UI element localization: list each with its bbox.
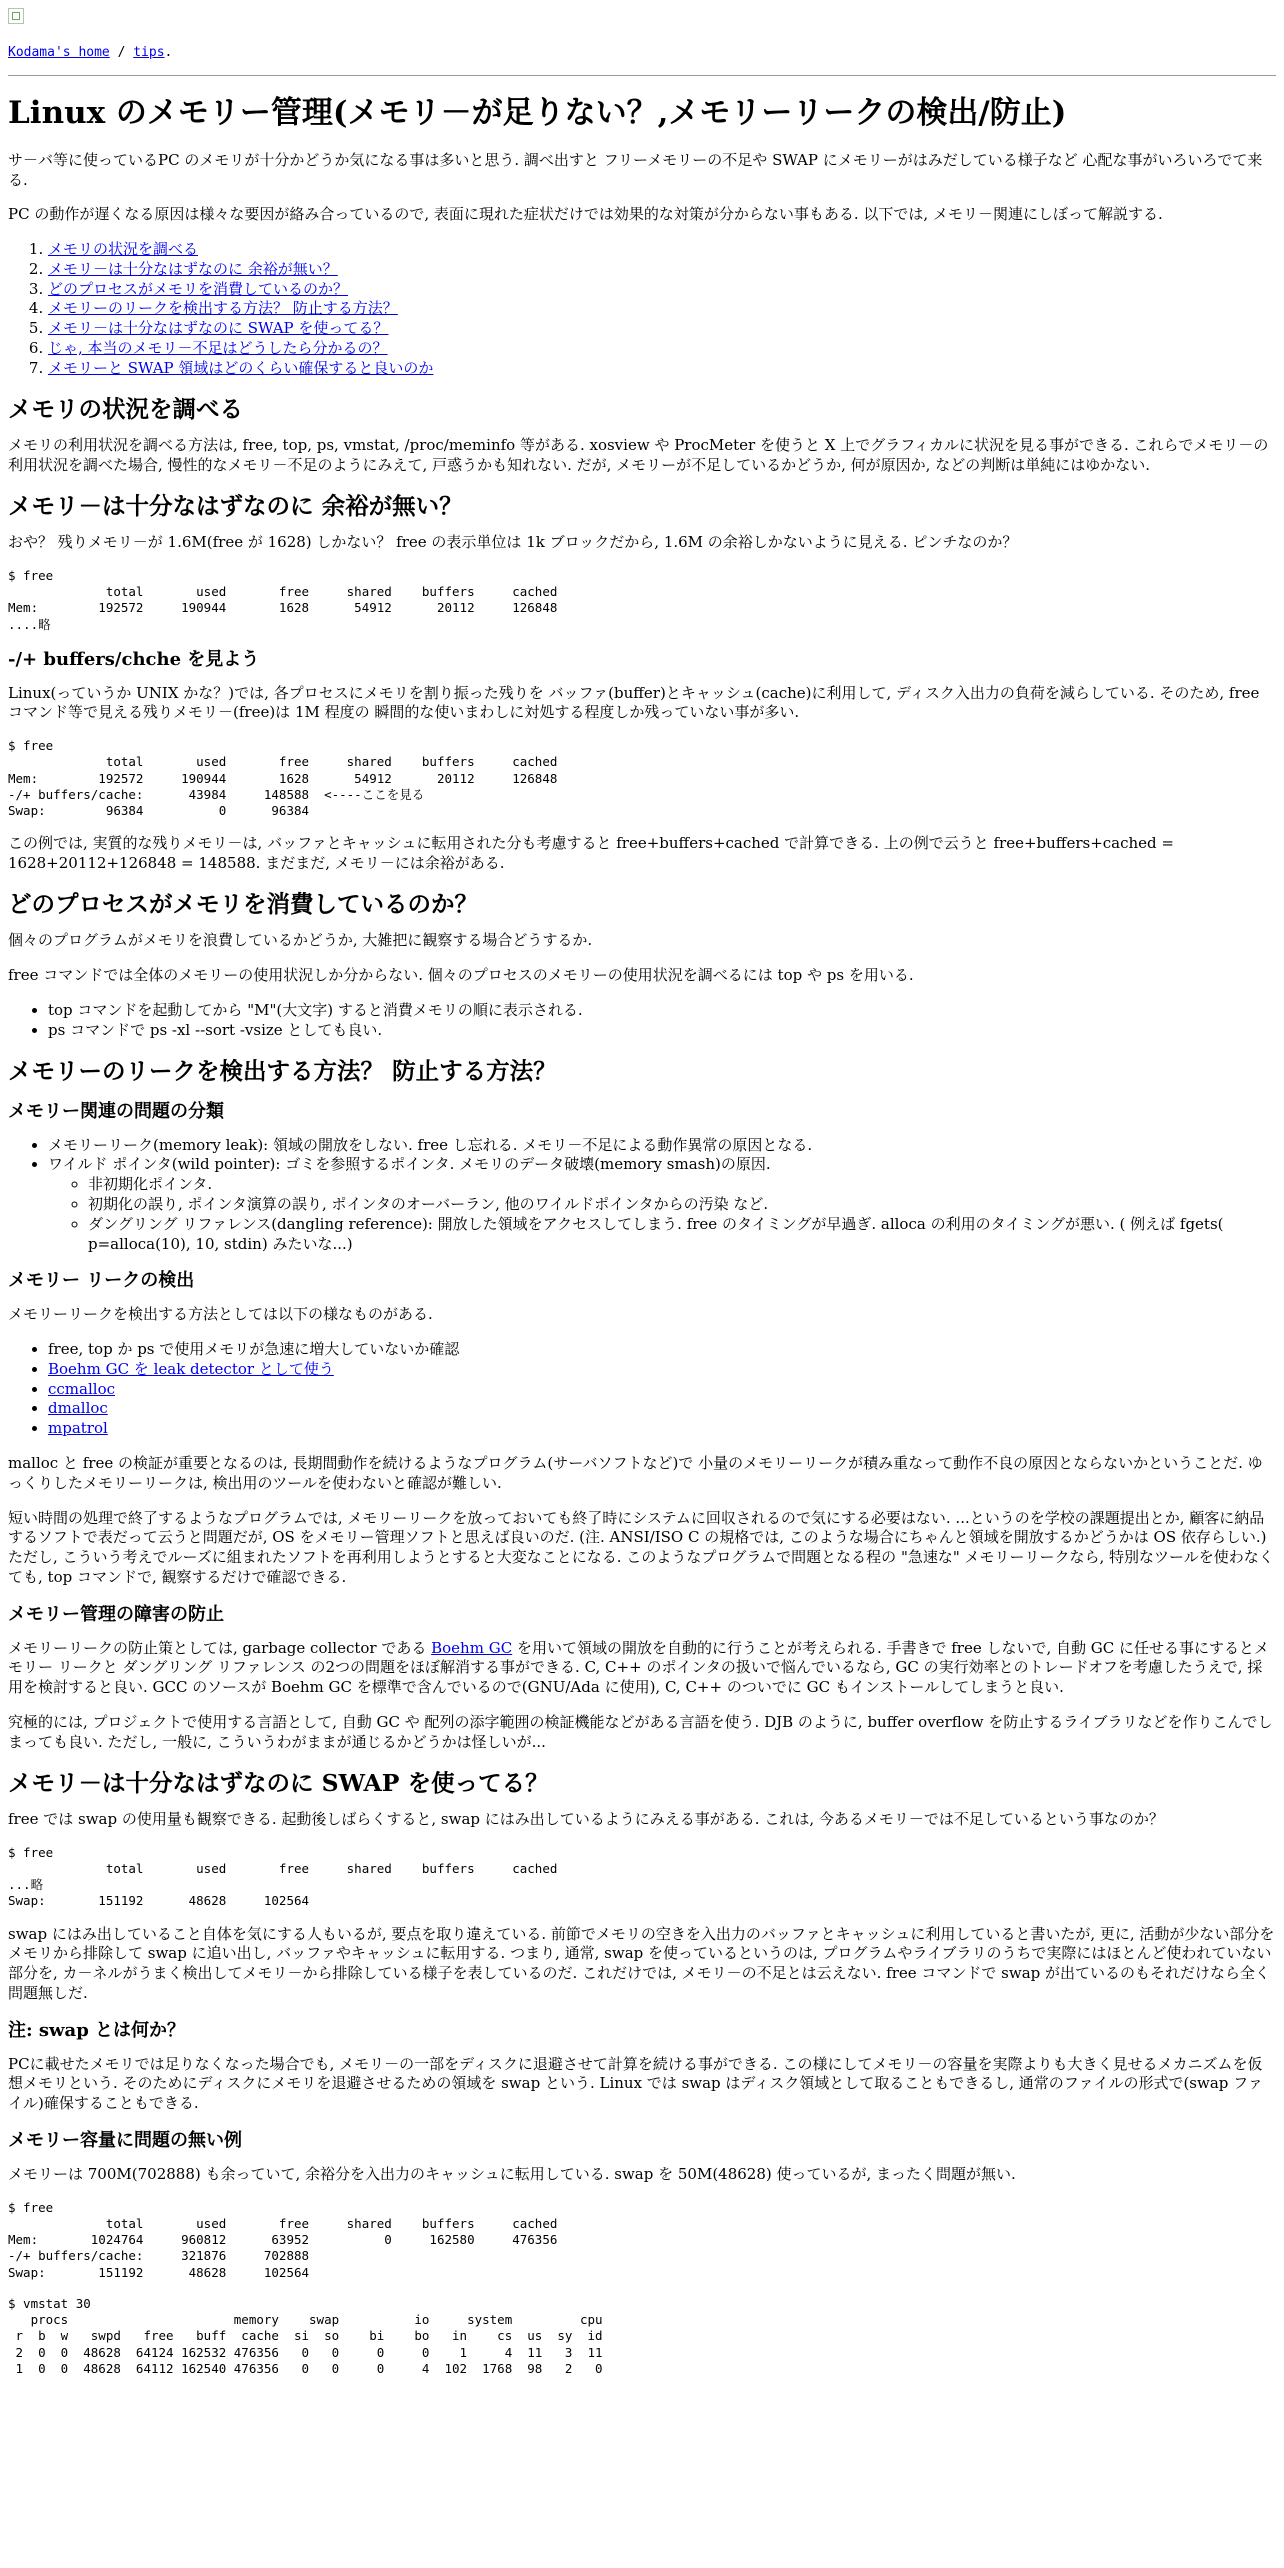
list-item: [48, 1360, 1276, 1380]
toc-link-3[interactable]: どのプロセスがメモリを消費しているのか？: [48, 279, 349, 298]
page-title: Linux のメモリー管理(メモリ－が足りない？,メモリーリークの検出/防止): [8, 94, 1067, 131]
section-paragraph: 究極的には, プロジェクトで使用する言語として, 自動 GC や 配列の添字範囲の検証機能などがある言語を使う. DJB のように, buffer overflow を防止するライブラリなどを作りこんでしまっても良い. ただし, 一般に, こういうわがままが通じるかどうかは怪しいが...: [8, 1712, 1273, 1751]
toc-link-5[interactable]: メモリ－は十分なはずなのに SWAP を使ってる？: [48, 319, 389, 338]
section-heading-swap: メモリ－は十分なはずなのに SWAP を使ってる？: [8, 1768, 549, 1797]
subheading-problem-classification: メモリー関連の問題の分類: [8, 1100, 224, 1122]
section-heading-process-memory: どのプロセスがメモリを消費しているのか？: [8, 890, 478, 918]
list-item: [48, 1419, 1276, 1439]
toc-item: [48, 299, 1276, 319]
section-paragraph: 個々のプログラムがメモリを浪費しているかどうか, 大雑把に観察する場合どうするか.: [8, 931, 593, 950]
boehm-gc-link[interactable]: Boehm GC: [431, 1638, 513, 1657]
dmalloc-link[interactable]: dmalloc: [48, 1399, 108, 1418]
breadcrumb-home-link[interactable]: Kodama's home: [8, 44, 110, 60]
list-item: ◦ 初期化の誤り, ポインタ演算の誤り, ポインタのオーバーラン, 他のワイルドポインタからの汚染 など.: [88, 1195, 1276, 1215]
subheading-prevention: メモリー管理の障害の防止: [8, 1603, 224, 1625]
boehm-gc-leak-link[interactable]: Boehm GC を leak detector として使う: [48, 1359, 334, 1378]
section-paragraph: malloc と free の検証が重要となるのは, 長期間動作を続けるようなプログラム(サーバソフトなど)で 小量のメモリーリークが積み重なって動作不良の原因とならないかということだ. ゆっくりしたメモリーリークは, 検出用のツールを使わないと確認が難しい.: [8, 1454, 1263, 1492]
subheading-buffers-cache: -/+ buffers/chche を見よう: [8, 648, 260, 670]
section-paragraph: free コマンドでは全体のメモリーの使用状況しか分からない. 個々のプロセスのメモリーの使用状況を調べるには top や ps を用いる.: [8, 966, 914, 985]
intro-paragraph-1: サ－バ等に使っているPC のメモリが十分かどうか気になる事は多いと思う. 調べ出すと フリーメモリーの不足や SWAP にメモリーがはみだしている様子など 心配な事がいろいろでて来る.: [8, 150, 1263, 189]
section-paragraph: メモリーリークを検出する方法としては以下の様なものがある.: [8, 1305, 433, 1324]
bullet-list: [8, 1001, 1276, 1041]
toc-item: [48, 280, 1276, 300]
breadcrumb-end: .: [164, 44, 173, 60]
section-heading-memory-leak: メモリーのリークを検出する方法？ 防止する方法？: [8, 1056, 557, 1085]
toc-item: [48, 319, 1276, 339]
list-item: • top コマンドを起動してから "M"(大文字) すると消費メモリの順に表示される.: [48, 1001, 1276, 1021]
toc-item: [48, 339, 1276, 359]
list-item: ◦ 非初期化ポインタ.: [88, 1175, 1276, 1195]
toc-link-4[interactable]: メモリーのリークを検出する方法？ 防止する方法？: [48, 299, 398, 318]
divider: [8, 75, 1276, 76]
code-block-free-buffers: $ free total used free shared buffers cached Mem: 192572 190944 1628 54912 20112 126848 -/+ buffers/cache: 43984 148588 <----ここを見る Swap: 96384 0 96384: [8, 738, 558, 819]
section-paragraph: Linux(っていうか UNIX かな？)では, 各プロセスにメモリを割り振った残りを バッファ(buffer)とキャッシュ(cache)に利用して, ディスク入出力の負荷を減らしている. そのため, free コマンド等で見える残りメモリ－(free)は 1M 程度の 瞬間的な使いまわしに対処する程度しか残っていない事が多い.: [8, 683, 1260, 722]
list-item-text: ワイルド ポインタ(wild pointer): ゴミを参照するポインタ. メモリのデータ破壊(memory smash)の原因.: [48, 1155, 771, 1174]
code-block-free-swap: $ free total used free shared buffers cached ...略 Swap: 151192 48628 102564: [8, 1844, 558, 1909]
section-paragraph: おや？ 残りメモリ－が 1.6M(free が 1628) しかない？ free の表示単位は 1k ブロックだから, 1.6M の余裕しかないように見える. ピンチなのか？: [8, 533, 1018, 552]
paragraph-text: を用いて領域の開放を自動的に行うことが考えられる. 手書きで free しないで, 自動 GC に任せる事にするとメモリー リークと ダングリング リファレンス の2つの問題をほぼ解消する事ができる. C, C++ のポインタの扱いで悩んでいるなら, GC の実行効率とのトレードオフを考慮したうえで, 採用を検討すると良い. GCC のソースが Boehm GC を標準で含んでいるので(GNU/Ada に使用), C, C++ のついでに GC もインストールしてしまうと良い.: [8, 1638, 1270, 1697]
section-paragraph: PCに載せたメモリでは足りなくなった場合でも, メモリ－の一部をディスクに退避させて計算を続ける事ができる. この様にしてメモリ－の容量を実際よりも大きく見せるメカニズムを仮想メモリという. そのためにディスクにメモリを退避させるための領域を swap という. Linux では swap はディスク領域として取ることもできるし, 通常のファイルの形式で(swap ファイル)確保することもできる.: [8, 2054, 1263, 2113]
section-paragraph: メモリの利用状況を調べる方法は, free, top, ps, vmstat, /proc/meminfo 等がある. xosview や ProcMeter を使うと X 上でグラフィカルに状況を見る事ができる. これらでメモリ－の利用状況を調べた場合, 慢性的なメモリ－不足のようにみえて, 戸惑うかも知れない. だが, メモリーが不足しているかどうか, 何が原因か, などの判断は単純にはゆかない.: [8, 436, 1269, 474]
ccmalloc-link[interactable]: ccmalloc: [48, 1379, 115, 1398]
section-paragraph: [8, 1639, 1276, 1698]
section-heading-memory-status: メモリの状況を調べる: [8, 394, 243, 423]
subheading-no-problem-example: メモリー容量に問題の無い例: [8, 2130, 242, 2152]
toc-item: [48, 359, 1276, 379]
list-item: [48, 1155, 1276, 1254]
mpatrol-link[interactable]: mpatrol: [48, 1419, 108, 1438]
subheading-what-is-swap: 注: swap とは何か？: [8, 2019, 186, 2041]
broken-image-icon: [8, 8, 24, 24]
code-block-free-example: $ free total used free shared buffers cached Mem: 1024764 960812 63952 0 162580 476356 -/+ buffers/cache: 321876 702888 Swap: 151192 48628 102564: [8, 2199, 558, 2280]
list-item: • メモリーリーク(memory leak): 領域の開放をしない. free し忘れる. メモリ－不足による動作異常の原因となる.: [48, 1136, 1276, 1156]
toc-item: [48, 240, 1276, 260]
bullet-list: [8, 1136, 1276, 1255]
table-of-contents: [8, 240, 1276, 379]
subheading-leak-detection: メモリー リークの検出: [8, 1270, 195, 1292]
toc-link-7[interactable]: メモリーと SWAP 領域はどのくらい確保すると良いのか: [48, 358, 434, 377]
section-paragraph: free では swap の使用量も観察できる. 起動後しばらくすると, swap にはみ出しているようにみえる事がある. これは, 今あるメモリ－では不足しているという事なのか？: [8, 1809, 1164, 1828]
section-paragraph: 短い時間の処理で終了するようなプログラムでは, メモリーリークを放っておいても終了時にシステムに回収されるので気にする必要はない. ...というのを学校の課題提出とか, 顧客に納品するソフトで表だって云うと問題だが, OS をメモリー管理ソフトと思えば良いのだ. (注. ANSI/ISO C の規格では, このような場合にちゃんと領域を開放するかどうかは OS 依存らしい.) ただし, こういう考えでルーズに組まれたソフトを再利用しようとすると大変なことになる. このようなプログラムで問題となる程の "急速な" メモリーリークなら, 特別なツールを使わなくても, top コマンドで, 観察するだけで確認できる.: [8, 1508, 1274, 1586]
breadcrumb: [8, 44, 1276, 61]
toc-item: [48, 260, 1276, 280]
list-item: ◦ ダングリング リファレンス(dangling reference): 開放した領域をアクセスしてしまう. free のタイミングが早過ぎ. alloca の利用のタイミングが悪い. ( 例えば fgets( p=alloca(10), 10, stdin) みたいな...): [88, 1215, 1276, 1255]
bullet-list: [8, 1340, 1276, 1439]
nested-bullet-list: [48, 1175, 1276, 1254]
intro-paragraph-2: PC の動作が遅くなる原因は様々な要因が絡み合っているので, 表面に現れた症状だけでは効果的な対策が分からない事もある. 以下では, メモリ－関連にしぼって解説する.: [8, 205, 1163, 224]
toc-link-6[interactable]: じゃ, 本当のメモリ－不足はどうしたら分かるの？: [48, 339, 388, 358]
list-item: [48, 1380, 1276, 1400]
section-paragraph: この例では, 実質的な残りメモリ－は, バッファとキャッシュに転用された分も考慮すると free+buffers+cached で計算できる. 上の例で云うと free+buffers+cached = 1628+20112+126848 = 148588. まだまだ, メモリ－には余裕がある.: [8, 834, 1174, 873]
list-item: • free, top か ps で使用メモリが急速に増大していないか確認: [48, 1340, 1276, 1360]
toc-link-2[interactable]: メモリ－は十分なはずなのに 余裕が無い？: [48, 259, 338, 278]
code-block-vmstat: $ vmstat 30 procs memory swap io system cpu r b w swpd free buff cache si so bi bo in cs us sy id 2 0 0 48628 64124 162532 476356 0 0 0 0 1 4 11 3 11 1 0 0 48628 64112 162540 476356 0 0 0 4 102 1768 98 2 0: [8, 2295, 603, 2376]
paragraph-text: メモリーリークの防止策としては, garbage collector である: [8, 1638, 432, 1657]
list-item: • ps コマンドで ps -xl --sort -vsize としても良い.: [48, 1021, 1276, 1041]
section-paragraph: swap にはみ出していること自体を気にする人もいるが, 要点を取り違えている. 前節でメモリの空きを入出力のバッファとキャッシュに利用していると書いたが, 更に, 活動が少ない部分をメモリから排除して swap に追い出し, バッファやキャッシュに転用する. つまり, 通常, swap を使っているというのは, プログラムやライブラリのうちで実際にはほとんど使われていない部分を, カ－ネルがうまく検出してメモリ－から排除している様子を表しているのだ. これだけでは, メモリ－の不足とは云えない. free コマンドで swap が出ているのもそれだけなら全く問題無しだ.: [8, 1924, 1275, 2003]
list-item: [48, 1399, 1276, 1419]
code-block-free: $ free total used free shared buffers cached Mem: 192572 190944 1628 54912 20112 126848 ....略: [8, 567, 558, 632]
toc-link-1[interactable]: メモリの状況を調べる: [48, 240, 199, 259]
section-heading-no-free-memory: メモリ－は十分なはずなのに 余裕が無い？: [8, 491, 463, 520]
breadcrumb-separator: /: [117, 44, 126, 60]
section-paragraph: メモリーは 700M(702888) も余っていて, 余裕分を入出力のキャッシュに転用している. swap を 50M(48628) 使っているが, まったく問題が無い.: [8, 2164, 1016, 2183]
breadcrumb-tips-link[interactable]: tips: [133, 44, 165, 60]
